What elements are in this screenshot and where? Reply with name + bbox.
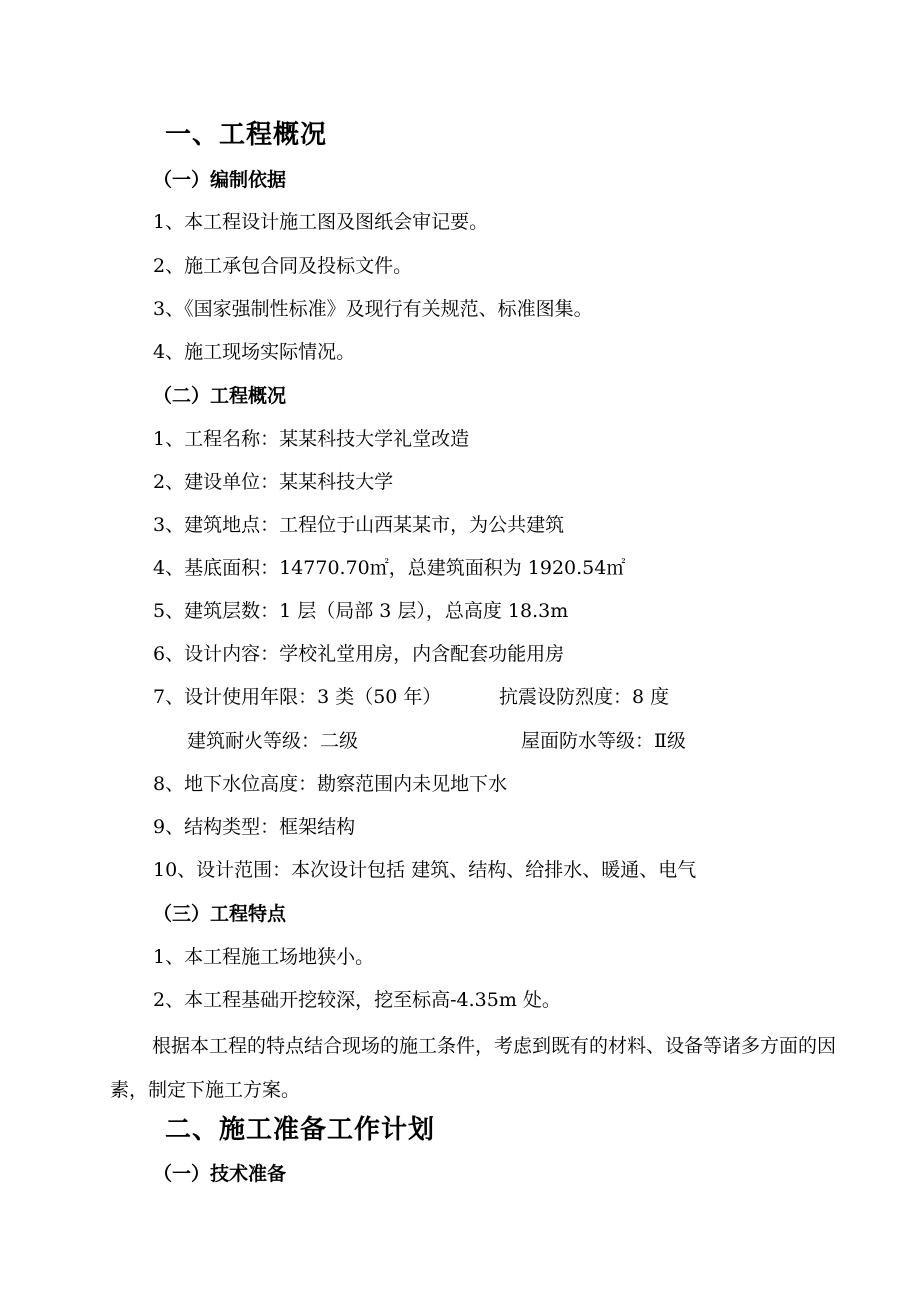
section-1-heading: 一、工程概况 <box>165 120 328 150</box>
basis-item-4: 4、施工现场实际情况。 <box>153 341 356 363</box>
basis-item-1: 1、本工程设计施工图及图纸会审记要。 <box>153 211 489 233</box>
overview-item-4: 4、基底面积：14770.70㎡，总建筑面积为 1920.54㎡ <box>153 557 626 579</box>
features-item-2: 2、本工程基础开挖较深，挖至标高-4.35m 处。 <box>153 989 561 1011</box>
overview-item-8: 8、地下水位高度：勘察范围内未见地下水 <box>153 773 508 795</box>
overview-item-2: 2、建设单位：某某科技大学 <box>153 471 394 493</box>
section-2-heading: 二、施工准备工作计划 <box>165 1115 436 1145</box>
overview-item-9: 9、结构类型：框架结构 <box>153 816 356 838</box>
overview-item-3: 3、建筑地点：工程位于山西某某市，为公共建筑 <box>153 514 565 536</box>
overview-item-7-waterproof-rating: 屋面防水等级：Ⅱ级 <box>521 730 686 752</box>
features-item-1: 1、本工程施工场地狭小。 <box>153 946 375 968</box>
basis-item-3: 3、《国家强制性标准》及现行有关规范、标准图集。 <box>153 298 593 320</box>
overview-item-7-fire-rating: 建筑耐火等级：二级 <box>187 730 359 752</box>
overview-item-5: 5、建筑层数：1 层（局部 3 层），总高度 18.3m <box>153 600 569 622</box>
overview-item-6: 6、设计内容：学校礼堂用房，内含配套功能用房 <box>153 643 565 665</box>
overview-item-7-seismic: 抗震设防烈度：8 度 <box>499 686 670 708</box>
basis-item-2: 2、施工承包合同及投标文件。 <box>153 255 413 277</box>
features-summary-paragraph: 根据本工程的特点结合现场的施工条件，考虑到既有的材料、设备等诸多方面的因素，制定下施工方案。 <box>110 1035 837 1101</box>
subsection-technical-prep-heading: （一）技术准备 <box>153 1163 287 1185</box>
overview-item-7-service-life: 7、设计使用年限：3 类（50 年） <box>153 686 442 708</box>
subsection-overview-heading: （二）工程概况 <box>153 385 287 407</box>
subsection-basis-heading: （一）编制依据 <box>153 169 287 191</box>
subsection-features-heading: （三）工程特点 <box>153 903 287 925</box>
overview-item-10: 10、设计范围：本次设计包括 建筑、结构、给排水、暖通、电气 <box>153 859 697 881</box>
overview-item-1: 1、工程名称：某某科技大学礼堂改造 <box>153 428 470 450</box>
